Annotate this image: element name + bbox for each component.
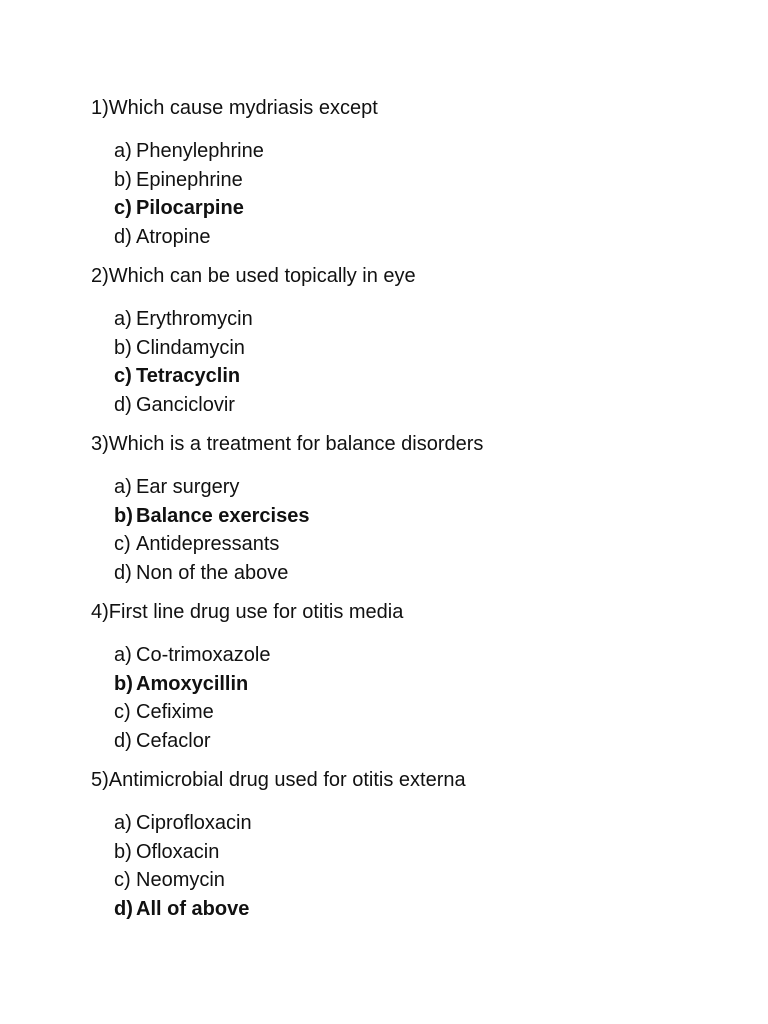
option-d (114, 559, 731, 588)
option-text: Balance exercises (136, 504, 310, 527)
option-letter: a) (114, 644, 132, 666)
option-letter: d) (114, 729, 132, 752)
question-number: 3) (91, 433, 109, 455)
option-text: Non of the above (136, 561, 289, 584)
option-text: Amoxycillin (136, 672, 249, 695)
question-2 (91, 264, 731, 419)
option-text: Erythromycin (136, 308, 253, 330)
option-letter: c) (114, 701, 131, 724)
question-5 (91, 768, 731, 923)
option-d (114, 391, 731, 420)
option-text: Pilocarpine (136, 197, 244, 220)
option-a (114, 473, 731, 502)
option-d (114, 727, 731, 756)
question-label: Antimicrobial drug used for otitis externa (108, 769, 466, 791)
option-text: Ofloxacin (136, 840, 220, 863)
option-letter: c) (114, 197, 132, 220)
option-letter: b) (114, 168, 132, 191)
option-letter: d) (114, 393, 132, 416)
question-text (91, 432, 731, 456)
question-text (91, 768, 731, 792)
option-list (114, 641, 731, 755)
option-text: All of above (136, 897, 250, 920)
option-d-correct (114, 895, 731, 924)
question-label: Which can be used topically in eye (108, 265, 416, 287)
option-b-correct (114, 502, 731, 531)
option-text: Neomycin (136, 869, 225, 892)
option-c (114, 698, 731, 727)
option-letter: b) (114, 336, 132, 359)
option-list (114, 137, 731, 251)
option-a (114, 305, 731, 334)
option-a (114, 641, 731, 670)
option-text: Ciprofloxacin (136, 812, 252, 834)
option-text: Clindamycin (136, 336, 245, 359)
option-c (114, 866, 731, 895)
option-letter: b) (114, 672, 133, 695)
option-letter: d) (114, 897, 133, 920)
option-a (114, 137, 731, 166)
question-text (91, 96, 731, 120)
option-list (114, 305, 731, 419)
option-d (114, 223, 731, 252)
option-c-correct (114, 194, 731, 223)
option-text: Tetracyclin (136, 365, 241, 388)
question-label: First line drug use for otitis media (108, 601, 404, 623)
option-text: Epinephrine (136, 168, 243, 191)
option-c-correct (114, 362, 731, 391)
question-label: Which is a treatment for balance disorders (108, 433, 484, 455)
option-text: Ganciclovir (136, 393, 235, 416)
question-3 (91, 432, 731, 587)
option-list (114, 809, 731, 923)
option-letter: c) (114, 533, 131, 556)
question-number: 1) (91, 97, 109, 119)
option-letter: c) (114, 365, 132, 388)
option-text: Cefixime (136, 701, 214, 724)
question-4 (91, 600, 731, 755)
option-c (114, 530, 731, 559)
option-b (114, 334, 731, 363)
option-text: Phenylephrine (136, 140, 264, 162)
question-label: Which cause mydriasis except (108, 97, 378, 119)
option-b (114, 838, 731, 867)
option-list (114, 473, 731, 587)
question-number: 5) (91, 769, 109, 791)
option-letter: d) (114, 561, 132, 584)
question-text (91, 264, 731, 288)
question-number: 2) (91, 265, 109, 287)
option-letter: d) (114, 225, 132, 248)
option-text: Ear surgery (136, 476, 240, 498)
option-letter: a) (114, 476, 132, 498)
option-text: Atropine (136, 225, 211, 248)
option-letter: b) (114, 840, 132, 863)
question-1 (91, 96, 731, 251)
option-text: Cefaclor (136, 729, 211, 752)
option-letter: b) (114, 504, 133, 527)
option-b (114, 166, 731, 195)
question-text (91, 600, 731, 624)
option-letter: a) (114, 812, 132, 834)
option-text: Co-trimoxazole (136, 644, 271, 666)
option-b-correct (114, 670, 731, 699)
question-number: 4) (91, 601, 109, 623)
option-letter: a) (114, 140, 132, 162)
option-a (114, 809, 731, 838)
option-text: Antidepressants (136, 533, 280, 556)
option-letter: c) (114, 869, 131, 892)
option-letter: a) (114, 308, 132, 330)
